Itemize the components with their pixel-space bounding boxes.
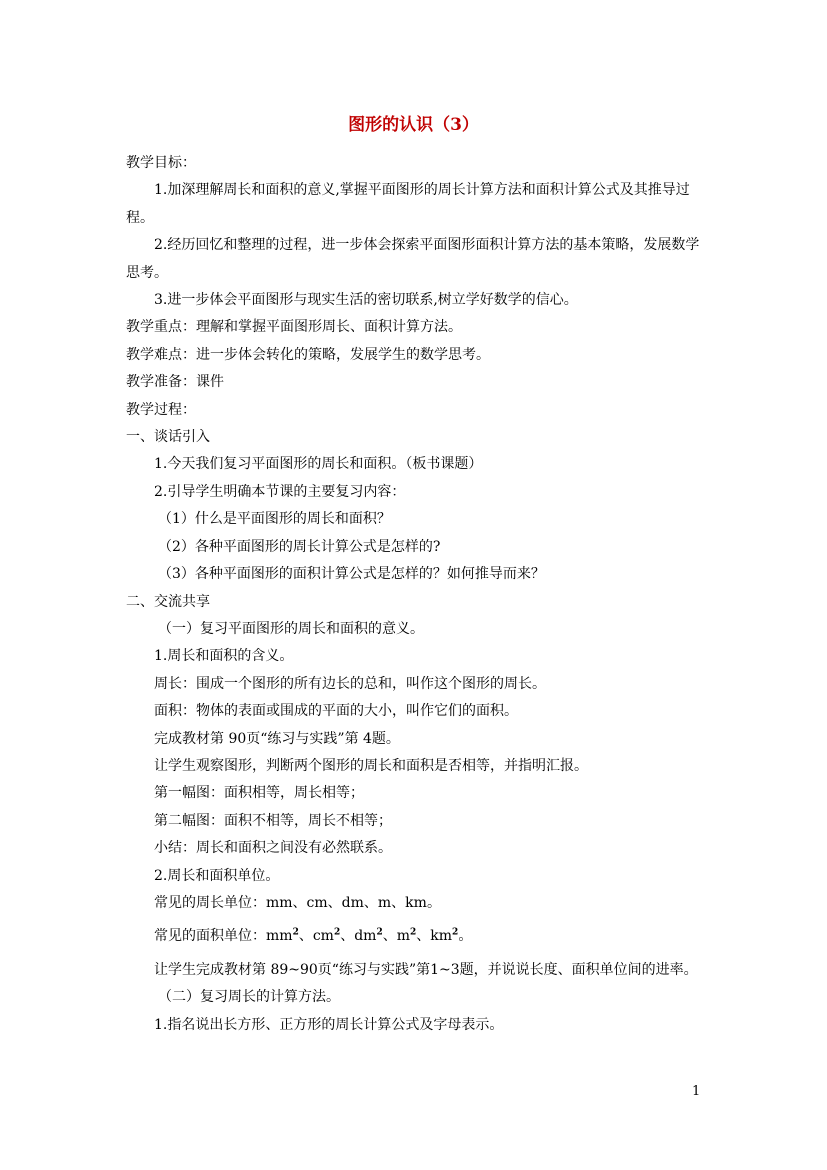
page-number: 1 — [692, 1084, 701, 1099]
list-item: 2.引导学生明确本节课的主要复习内容： — [154, 483, 406, 500]
paragraph-key-point: 教学重点：理解和掌握平面图形周长、面积计算方法。 — [126, 319, 462, 336]
document-body — [126, 150, 706, 1039]
paragraph-process-heading: 教学过程： — [126, 401, 196, 418]
list-item: （3）各种平面图形的面积计算公式是怎样的？如何推导而来？ — [158, 566, 545, 583]
unit-km: km — [430, 928, 453, 945]
page-title: 图形的认识（3） — [348, 115, 479, 135]
unit-cm: cm — [312, 928, 334, 945]
paragraph-perimeter-definition: 周长：围成一个图形的所有边长的总和，叫作这个图形的周长。 — [154, 675, 546, 692]
list-item: 2.周长和面积单位。 — [154, 867, 280, 884]
paragraph-objective-1: 1.加深理解周长和面积的意义,掌握平面图形的周长计算方法和面积计算公式及其推导过程。 — [126, 182, 690, 226]
paragraph-summary: 小结：周长和面积之间没有必然联系。 — [154, 840, 392, 857]
list-item: 1.指名说出长方形、正方形的周长计算公式及字母表示。 — [154, 1016, 504, 1033]
unit-m: m — [396, 928, 411, 945]
paragraph-objectives-heading: 教学目标： — [126, 155, 196, 171]
list-item: 1.周长和面积的含义。 — [154, 648, 294, 665]
paragraph-length-units: 常见的周长单位：mm、cm、dm、m、km。 — [154, 894, 441, 911]
paragraph-figure-1: 第一幅图：面积相等，周长相等； — [154, 785, 364, 802]
unit-mm: mm — [266, 928, 293, 945]
subsection-heading-2: （二）复习周长的计算方法。 — [158, 989, 340, 1006]
exponent: 2 — [376, 927, 383, 938]
section-heading-intro: 一、谈话引入 — [126, 429, 210, 446]
section-heading-share: 二、交流共享 — [126, 593, 210, 610]
paragraph-area-definition: 面积：物体的表面或围成的平面的大小，叫作它们的面积。 — [154, 703, 518, 720]
exponent: 2 — [292, 927, 299, 938]
paragraph-figure-2: 第二幅图：面积不相等，周长不相等； — [154, 812, 392, 829]
paragraph-objective-2: 2.经历回忆和整理的过程，进一步体会探索平面图形面积计算方法的基本策略，发展数学思考。 — [126, 237, 700, 281]
area-units-prefix: 常见的面积单位： — [154, 928, 266, 945]
paragraph-difficulty: 教学难点：进一步体会转化的策略，发展学生的数学思考。 — [126, 346, 490, 363]
paragraph-exercise: 完成教材第 90页“练习与实践”第 4题。 — [154, 730, 400, 747]
exponent: 2 — [333, 927, 341, 938]
paragraph-preparation: 教学准备：课件 — [126, 374, 224, 391]
list-item: （2）各种平面图形的周长计算公式是怎样的? — [158, 538, 441, 555]
paragraph-exercise-2: 让学生完成教材第 89~90页“练习与实践”第1~3题，并说说长度、面积单位间的进率。 — [154, 961, 698, 978]
exponent: 2 — [410, 927, 417, 938]
paragraph-area-units: 常见的面积单位：$mm^2$、$cm^2$、$dm^2$、$m^2$、$km^2$。 — [154, 927, 473, 945]
list-item: 1.今天我们复习平面图形的周长和面积。（板书课题） — [154, 456, 483, 473]
paragraph-observe: 让学生观察图形，判断两个图形的周长和面积是否相等，并指明汇报。 — [154, 757, 588, 774]
subsection-heading-1: （一）复习平面图形的周长和面积的意义。 — [158, 620, 424, 637]
unit-dm: dm — [354, 928, 377, 945]
list-item: （1）什么是平面图形的周长和面积？ — [158, 511, 391, 528]
paragraph-objective-3: 3.进一步体会平面图形与现实生活的密切联系,树立学好数学的信心。 — [154, 292, 578, 309]
exponent: 2 — [452, 927, 459, 938]
